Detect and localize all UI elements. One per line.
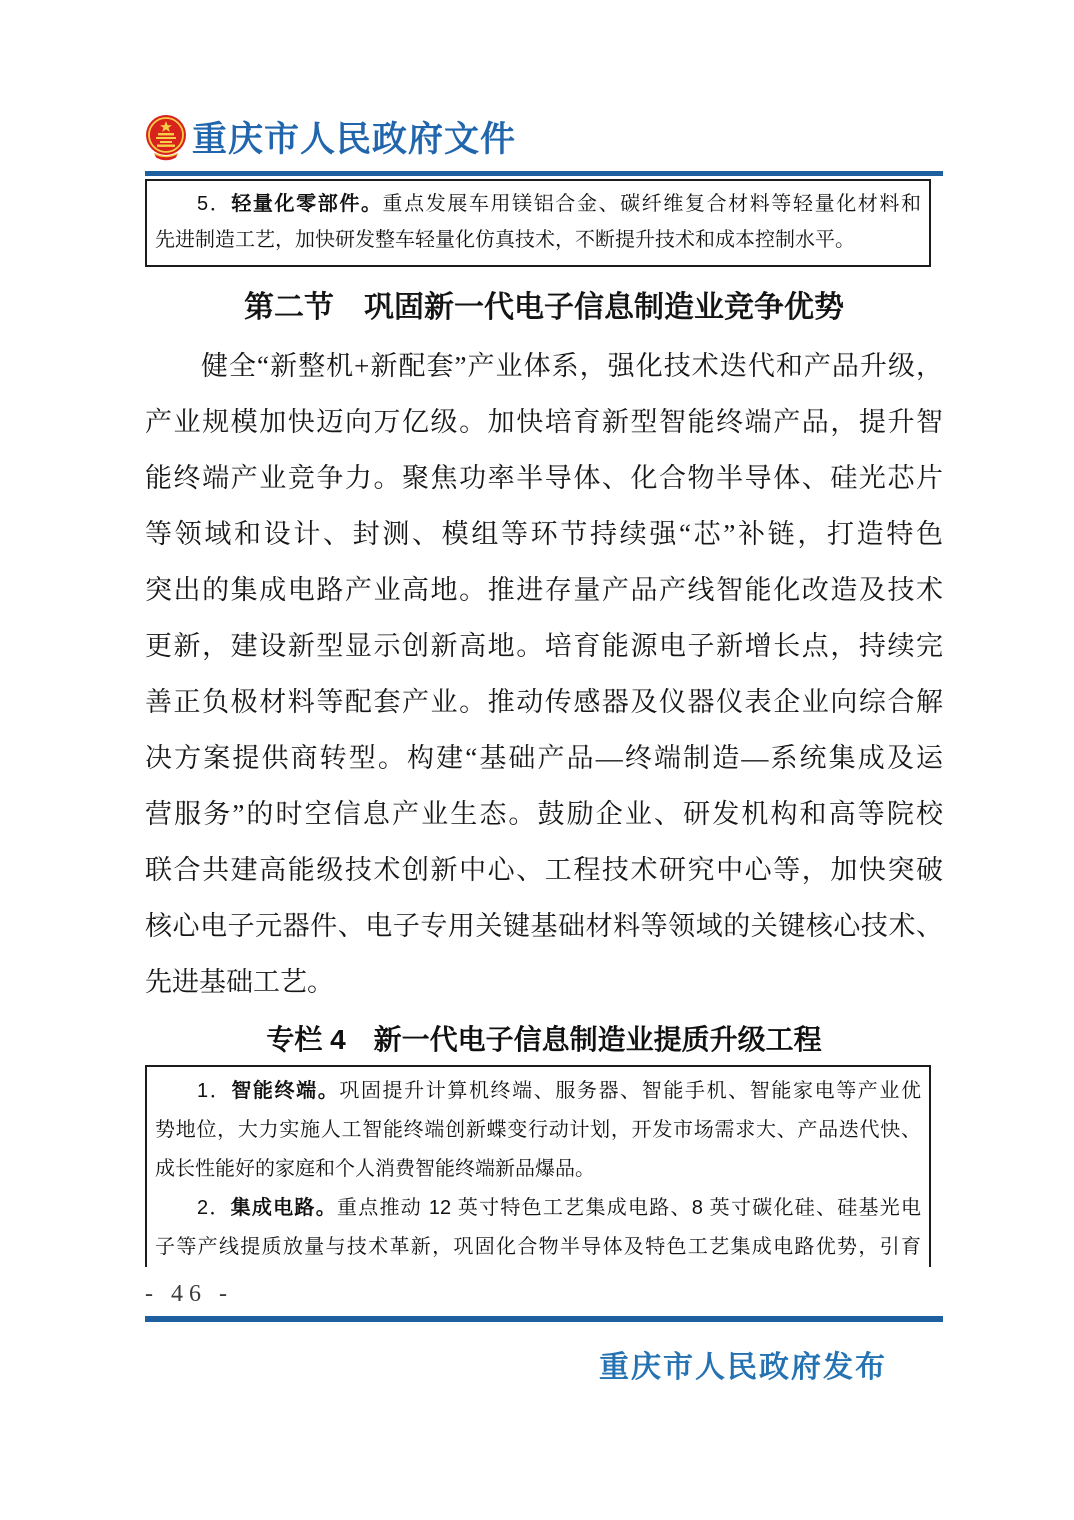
page-number: - 46 - (145, 1281, 233, 1307)
item-text: 重点推动 12 英寸特色工艺集成电路、8 英寸碳化硅、硅基光电 (336, 1197, 921, 1219)
item-term: 轻量化零部件。 (231, 193, 383, 215)
body-paragraph (145, 338, 943, 1010)
footer-rule (145, 1316, 943, 1322)
body-line: 突出的集成电路产业高地。推进存量产品产线智能化改造及技术 (145, 575, 943, 605)
callout-line (155, 1189, 921, 1228)
body-line: 等领域和设计、封测、模组等环节持续强“芯”补链，打造特色 (145, 519, 943, 549)
masthead (145, 112, 943, 162)
body-line: 能终端产业竞争力。聚焦功率半导体、化合物半导体、硅光芯片 (145, 463, 943, 493)
callout-line: 势地位，大力实施人工智能终端创新蝶变行动计划，开发市场需求大、产品迭代快、 (155, 1119, 921, 1141)
body-line: 产业规模加快迈向万亿级。加快培育新型智能终端产品，提升智 (145, 407, 943, 437)
item-text: 巩固提升计算机终端、服务器、智能手机、智能家电等产业优 (339, 1080, 921, 1102)
body-line: 先进基础工艺。 (145, 967, 334, 997)
callout-line (155, 1072, 921, 1111)
item-number: 2． (197, 1197, 231, 1219)
masthead-title: 重庆市人民政府文件 (192, 120, 517, 159)
callout-line (155, 186, 921, 222)
body-line: 健全“新整机+新配套”产业体系，强化技术迭代和产品升级， (201, 351, 943, 381)
masthead-rule (145, 171, 943, 176)
section-heading: 第二节 巩固新一代电子信息制造业竞争优势 (244, 291, 844, 324)
callout-line: 先进制造工艺，加快研发整车轻量化仿真技术，不断提升技术和成本控制水平。 (155, 229, 855, 251)
item-number: 1． (197, 1080, 232, 1102)
body-line: 联合共建高能级技术创新中心、工程技术研究中心等，加快突破 (145, 855, 943, 885)
item-term: 智能终端。 (231, 1080, 340, 1102)
callout-line: 成长性能好的家庭和个人消费智能终端新品爆品。 (155, 1158, 595, 1180)
china-national-emblem-icon (145, 113, 187, 161)
item-text: 重点发展车用镁铝合金、碳纤维复合材料等轻量化材料和 (382, 193, 921, 215)
column4-heading: 专栏 4 新一代电子信息制造业提质升级工程 (266, 1024, 822, 1055)
body-line: 更新，建设新型显示创新高地。培育能源电子新增长点，持续完 (145, 631, 943, 661)
item-number: 5． (197, 193, 232, 215)
callout-box-column4 (145, 1065, 931, 1267)
item-term: 集成电路。 (230, 1197, 337, 1219)
body-line: 营服务”的时空信息产业生态。鼓励企业、研发机构和高等院校 (145, 799, 943, 829)
body-line: 决方案提供商转型。构建“基础产品—终端制造—系统集成及运 (145, 743, 943, 773)
publisher-line: 重庆市人民政府发布 (599, 1351, 887, 1384)
callout-line: 子等产线提质放量与技术革新，巩固化合物半导体及特色工艺集成电路优势，引育 (155, 1236, 921, 1258)
body-line: 善正负极材料等配套产业。推动传感器及仪器仪表企业向综合解 (145, 687, 943, 717)
callout-box-lightweight-parts (145, 179, 931, 267)
body-line: 核心电子元器件、电子专用关键基础材料等领域的关键核心技术、 (145, 911, 943, 941)
document-content (145, 0, 943, 1386)
